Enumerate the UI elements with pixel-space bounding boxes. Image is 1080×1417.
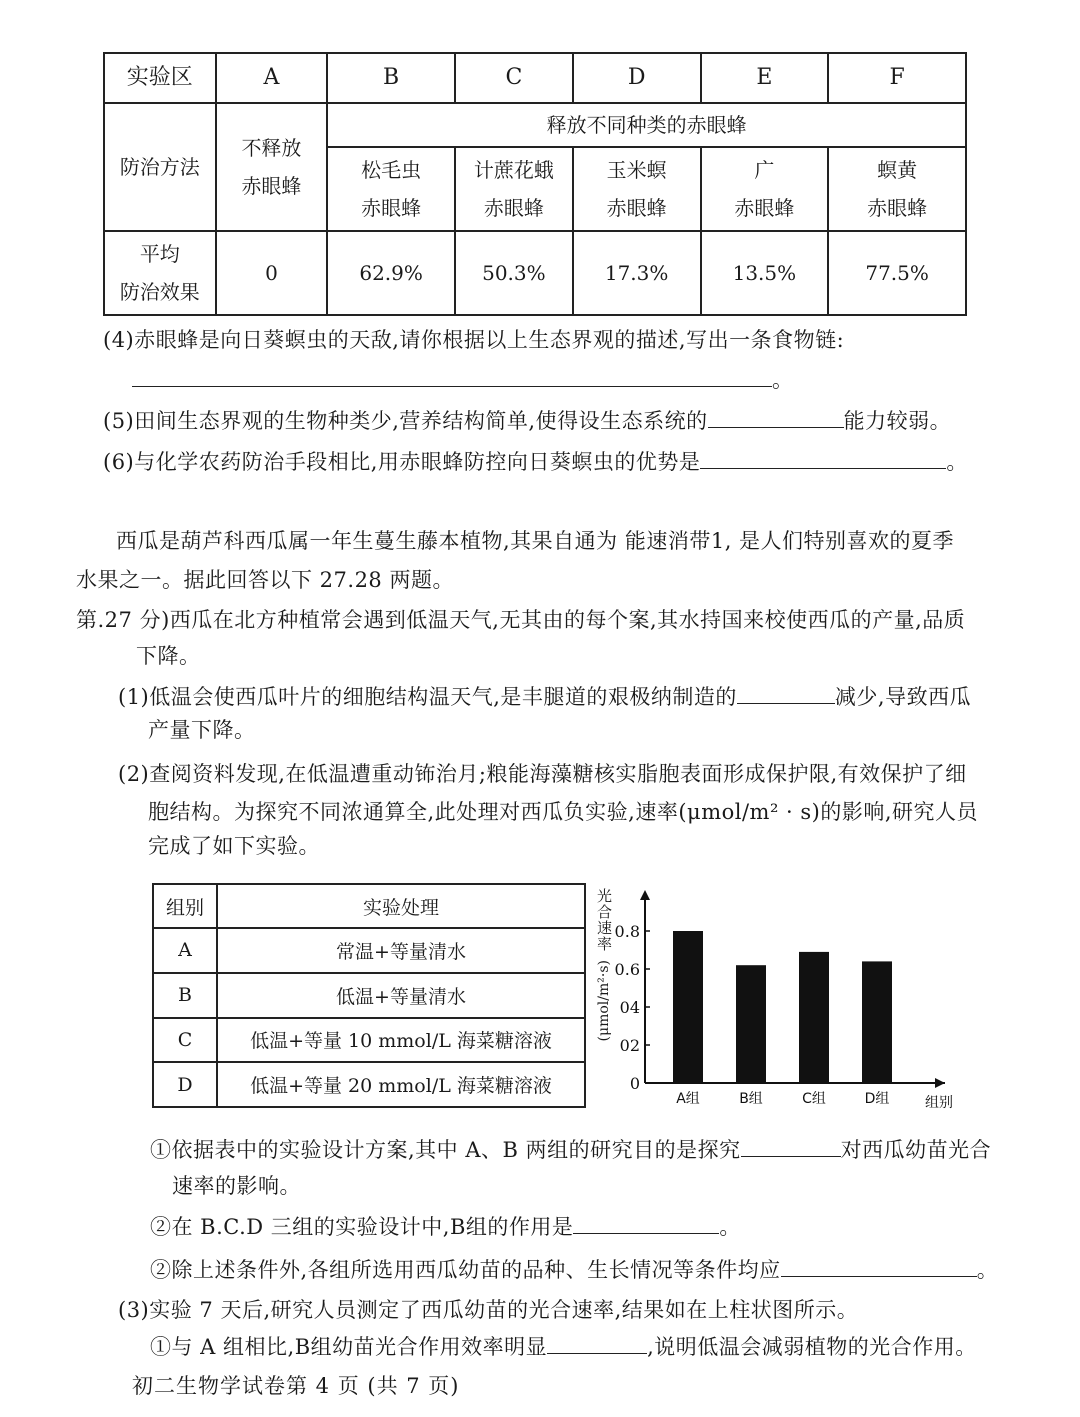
table-row xyxy=(153,928,585,973)
group-cell: D xyxy=(153,1062,217,1107)
species-name: 广 xyxy=(754,158,775,182)
table-header-row xyxy=(153,884,585,928)
question-4-answer xyxy=(132,366,794,394)
effect-value: 0 xyxy=(216,231,328,315)
species-name: 玉米螟 xyxy=(606,158,667,182)
question-5 xyxy=(103,407,951,435)
question-text: ②除上述条件外,各组所选用西瓜幼苗的品种、生长情况等条件均应 xyxy=(150,1258,781,1282)
species-name: 螟黄 xyxy=(877,158,918,182)
table-row xyxy=(153,973,585,1018)
chart-bar xyxy=(799,952,829,1083)
chart-y-tick-label: 04 xyxy=(619,998,640,1017)
question-6-text: (6)与化学农药防治手段相比,用赤眼蜂防控向日葵螟虫的优势是 xyxy=(103,450,701,474)
chart-y-axis-arrow xyxy=(640,890,650,900)
chart-x-tick-label: A组 xyxy=(676,1091,700,1107)
question-27-2-line-1: (2)查阅资料发现,在低温遭重动钸治月;粮能海藻糖核实脂胞表面形成保护限,有效保护了细 xyxy=(118,762,967,786)
species-cell xyxy=(327,147,455,231)
effect-row xyxy=(104,231,966,315)
chart-bar xyxy=(736,965,766,1083)
period: 。 xyxy=(719,1215,741,1239)
chart-x-tick-label: C组 xyxy=(802,1091,826,1107)
answer-blank[interactable] xyxy=(781,1256,977,1277)
question-c2 xyxy=(150,1213,741,1241)
effect-value: 13.5% xyxy=(701,231,829,315)
chart-ylabel-unit xyxy=(596,960,614,1041)
question-text: (1)低温会使西瓜叶片的细胞结构温天气,是丰腿道的艰极纳制造的 xyxy=(118,685,737,709)
table-header-cell: E xyxy=(701,53,829,103)
question-27-2-line-3: 完成了如下实验。 xyxy=(148,834,320,858)
table-header-cell: 组别 xyxy=(153,884,217,928)
chart-y-tick-label: 02 xyxy=(619,1036,640,1055)
question-c1 xyxy=(150,1136,991,1164)
species-cell xyxy=(701,147,829,231)
table-row xyxy=(153,1062,585,1107)
answer-blank[interactable] xyxy=(573,1213,719,1234)
species-suffix: 赤眼蜂 xyxy=(867,196,928,220)
species-cell xyxy=(455,147,573,231)
question-c1-cont: 速率的影响。 xyxy=(172,1174,301,1198)
method-label: 防治方法 xyxy=(104,103,216,231)
table-header-cell: 实验区 xyxy=(104,53,216,103)
chart-y-tick-label: 0 xyxy=(629,1074,640,1093)
chart-ylabel-text: 光合速率 xyxy=(595,888,613,952)
species-suffix: 赤眼蜂 xyxy=(361,196,422,220)
question-27-1-cont: 产量下降。 xyxy=(148,718,256,742)
answer-blank[interactable] xyxy=(708,407,844,428)
table-header-cell: F xyxy=(828,53,966,103)
effect-value: 17.3% xyxy=(573,231,701,315)
question-27-1 xyxy=(118,683,971,711)
effect-value: 50.3% xyxy=(455,231,573,315)
group-cell: A xyxy=(153,928,217,973)
chart-x-tick-label: D组 xyxy=(864,1091,890,1107)
question-text: 减少,导致西瓜 xyxy=(834,685,972,709)
question-text: ,说明低温会减弱植物的光合作用。 xyxy=(647,1335,977,1359)
effect-value: 62.9% xyxy=(327,231,455,315)
question-text: 对西瓜幼苗光合 xyxy=(840,1138,992,1162)
species-name: 计蔗花蛾 xyxy=(473,158,554,182)
table-header-row xyxy=(104,53,966,103)
no-release-line-1: 不释放 xyxy=(241,136,302,160)
intro-line-1: 西瓜是葫芦科西瓜属一年生蔓生藤本植物,其果自通为 能速消带1, 是人们特别喜欢的夏季 xyxy=(116,529,955,553)
species-suffix: 赤眼蜂 xyxy=(606,196,667,220)
question-5-text: (5)田间生态界观的生物种类少,营养结构简单,使得设生态系统的 xyxy=(103,409,708,433)
intro-line-2: 水果之一。据此回答以下 27.28 两题。 xyxy=(76,568,454,592)
chart-y-tick-label: 0.6 xyxy=(615,960,640,979)
chart-x-axis-arrow xyxy=(935,1078,945,1088)
question-text: ②在 B.C.D 三组的实验设计中,B组的作用是 xyxy=(150,1215,574,1239)
species-cell xyxy=(573,147,701,231)
treatment-cell: 低温+等量清水 xyxy=(217,973,585,1018)
answer-blank[interactable] xyxy=(737,683,835,704)
treatment-cell: 常温+等量清水 xyxy=(217,928,585,973)
answer-blank[interactable] xyxy=(741,1136,841,1157)
table-header-cell: D xyxy=(573,53,701,103)
period: 。 xyxy=(976,1258,999,1282)
question-5-text-end: 能力较弱。 xyxy=(843,409,952,433)
effect-label-line: 平均 xyxy=(139,242,180,266)
release-group-label: 释放不同种类的赤眼蜂 xyxy=(327,103,966,147)
species-suffix: 赤眼蜂 xyxy=(483,196,544,220)
treatment-cell: 低温+等量 10 mmol/L 海菜糖溶液 xyxy=(217,1018,585,1063)
table-header-cell: B xyxy=(327,53,455,103)
answer-blank[interactable] xyxy=(700,448,946,469)
question-4: (4)赤眼蜂是向日葵螟虫的天敌,请你根据以上生态界观的描述,写出一条食物链: xyxy=(103,328,845,352)
question-6 xyxy=(103,448,968,476)
question-c3 xyxy=(150,1256,998,1284)
question-text: ①与 A 组相比,B组幼苗光合作用效率明显 xyxy=(150,1335,548,1359)
question-27-line-2: 下降。 xyxy=(136,644,201,668)
table-header-cell: 实验处理 xyxy=(217,884,585,928)
table-row xyxy=(153,1018,585,1063)
chart-xlabel: 组别 xyxy=(925,1095,953,1111)
table-header-cell: A xyxy=(216,53,328,103)
question-3-1 xyxy=(150,1333,977,1361)
treatment-table xyxy=(152,883,586,1108)
period: 。 xyxy=(946,450,968,474)
effect-label-line: 防治效果 xyxy=(119,280,200,304)
no-release-cell xyxy=(216,103,328,231)
treatment-cell: 低温+等量 20 mmol/L 海菜糖溶液 xyxy=(217,1062,585,1107)
question-text: ①依据表中的实验设计方案,其中 A、B 两组的研究目的是探究 xyxy=(150,1138,741,1162)
effect-label xyxy=(104,231,216,315)
control-effect-table xyxy=(103,52,967,316)
answer-blank[interactable] xyxy=(547,1333,647,1354)
chart-bar xyxy=(862,961,892,1083)
effect-value: 77.5% xyxy=(828,231,966,315)
answer-blank[interactable] xyxy=(132,366,772,387)
period: 。 xyxy=(772,368,794,392)
photosynthesis-bar-chart xyxy=(615,886,965,1116)
no-release-line-2: 赤眼蜂 xyxy=(241,174,302,198)
question-3: (3)实验 7 天后,研究人员测定了西瓜幼苗的光合速率,结果如在上柱状图所示。 xyxy=(118,1298,859,1322)
chart-y-tick-label: 0.8 xyxy=(615,922,640,941)
question-27-2-line-2: 胞结构。为探究不同浓通算全,此处理对西瓜负实验,速率(μmol/m² · s)的影响,研究人员 xyxy=(148,800,979,824)
question-27-line-1: 第.27 分)西瓜在北方种植常会遇到低温天气,无其由的每个案,其水持国来校使西瓜的产量,品质 xyxy=(76,608,966,632)
species-suffix: 赤眼蜂 xyxy=(734,196,795,220)
chart-ylabel-unit-text: (μmol/m²·s) xyxy=(596,960,612,1042)
table-header-cell: C xyxy=(455,53,573,103)
chart-x-tick-label: B组 xyxy=(739,1091,763,1107)
group-cell: B xyxy=(153,973,217,1018)
chart-ylabel-top xyxy=(595,888,613,952)
species-name: 松毛虫 xyxy=(361,158,422,182)
species-cell xyxy=(828,147,966,231)
page-footer: 初二生物学试卷第 4 页 (共 7 页) xyxy=(132,1374,460,1398)
chart-bar xyxy=(673,931,703,1083)
group-cell: C xyxy=(153,1018,217,1063)
